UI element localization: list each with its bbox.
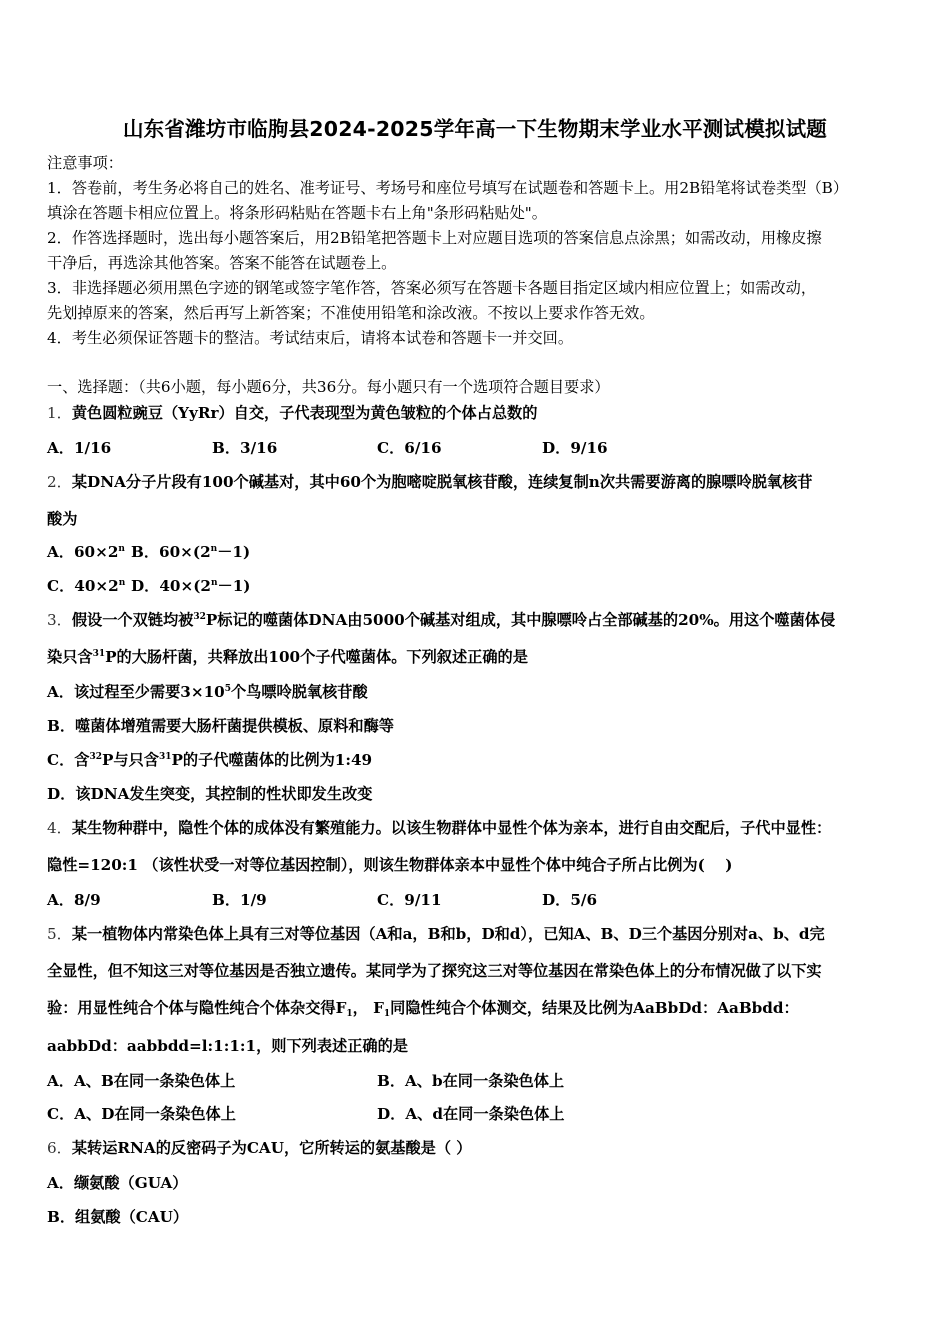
question-3: 3．假设一个双链均被$^{32}$P标记的噬菌体DNA由5000个碱基对组成，其中腺嘌呤占全部碱基的20%。用这个噬菌体侵: [47, 611, 836, 629]
question-text: 某转运RNA的反密码子为CAU，它所转运的氨基酸是（ ）: [71, 1139, 472, 1157]
question-number: 3．: [47, 611, 72, 629]
notice-line: 2．作答选择题时，选出每小题答案后，用2B铅笔把答题卡上对应题目选项的答案信息点涂黑；如需改动，用橡皮擦: [47, 229, 822, 247]
notice-line: 填涂在答题卡相应位置上。将条形码粘贴在答题卡右上角"条形码粘贴处"。: [47, 204, 547, 222]
option-c: C．A、D在同一条染色体上: [47, 1105, 236, 1123]
notice-heading: 注意事项：: [47, 154, 123, 172]
option-c: C．含$^{32}$P与只含$^{31}$P的子代噬菌体的比例为1:49: [47, 751, 373, 769]
question-number: 2．: [47, 473, 72, 491]
question-4-cont: 隐性=120:1 （该性状受一对等位基因控制），则该生物群体亲本中显性个体中纯合子所占比例为( ): [47, 856, 733, 874]
option-b: B．噬菌体增殖需要大肠杆菌提供模板、原料和酶等: [47, 717, 394, 735]
question-text: 某一植物体内常染色体上具有三对等位基因（A和a，B和b，D和d），已知A、B、D三个基因分别对a、b、d完: [71, 925, 825, 943]
question-5-cont: aabbDd：aabbdd=l:1:1:1，则下列表述正确的是: [47, 1037, 408, 1055]
option-a: A．该过程至少需要$3\times 10^5$个鸟嘌呤脱氧核苷酸: [47, 683, 368, 701]
option-a: A．8/9: [47, 891, 101, 909]
section-heading: 一、选择题：（共6小题，每小题6分，共36分。每小题只有一个选项符合题目要求）: [47, 378, 610, 396]
question-text: 某DNA分子片段有100个碱基对，其中60个为胞嘧啶脱氧核苷酸，连续复制n次共需要游离的腺嘌呤脱氧核苷: [71, 473, 813, 491]
option-b: B．组氨酸（CAU）: [47, 1208, 189, 1226]
page-title: 山东省潍坊市临朐县2024-2025学年高一下生物期末学业水平测试模拟试题: [122, 117, 828, 141]
notice-line: 3．非选择题必须用黑色字迹的钢笔或签字笔作答，答案必须写在答题卡各题目指定区域内相应位置上；如需改动，: [47, 279, 817, 297]
question-5: [47, 923, 825, 944]
question-3-cont: 染只含$^{31}$P的大肠杆菌，共释放出100个子代噬菌体。下列叙述正确的是: [47, 648, 528, 666]
option-b: B．$60\times(2^n-1)$: [131, 543, 251, 561]
option-a: A．$60\times 2^n$: [47, 543, 125, 561]
question-1: [47, 402, 537, 423]
question-text: 黄色圆粒豌豆（YyRr）自交，子代表现型为黄色皱粒的个体占总数的: [71, 404, 538, 422]
option-d: D．5/6: [542, 891, 598, 909]
option-c: C．9/11: [377, 891, 442, 909]
option-d: D．A、d在同一条染色体上: [377, 1105, 565, 1123]
notice-line: 干净后，再选涂其他答案。答案不能答在试题卷上。: [47, 254, 397, 272]
question-number: 1．: [47, 404, 72, 422]
question-5-cont: 全显性，但不知这三对等位基因是否独立遗传。某同学为了探究这三对等位基因在常染色体上的分布情况做了以下实: [47, 962, 822, 980]
notice-line: 1．答卷前，考生务必将自己的姓名、准考证号、考场号和座位号填写在试题卷和答题卡上。用2B铅笔将试卷类型（B）: [47, 179, 849, 197]
option-a: A．1/16: [47, 439, 112, 457]
notice-line: 先划掉原来的答案，然后再写上新答案；不准使用铅笔和涂改液。不按以上要求作答无效。: [47, 304, 655, 322]
question-number: 6．: [47, 1139, 72, 1157]
question-number: 5．: [47, 925, 72, 943]
option-a: A．A、B在同一条染色体上: [47, 1072, 236, 1090]
question-4: [47, 817, 831, 838]
question-text: 某生物种群中，隐性个体的成体没有繁殖能力。以该生物群体中显性个体为亲本，进行自由交配后，子代中显性：: [71, 819, 832, 837]
option-d: D．该DNA发生突变，其控制的性状即发生改变: [47, 785, 373, 803]
question-number: 4．: [47, 819, 72, 837]
question-2: [47, 471, 812, 492]
option-a: A．缬氨酸（GUA）: [47, 1174, 188, 1192]
option-c: C．6/16: [377, 439, 442, 457]
option-b: B．1/9: [212, 891, 267, 909]
option-d: D．9/16: [542, 439, 608, 457]
question-2-cont: 酸为: [47, 510, 78, 528]
question-5-cont: 验：用显性纯合个体与隐性纯合个体杂交得$F_1$， $F_1$同隐性纯合个体测交，结果及比例为AaBbDd：AaBbdd：: [47, 999, 799, 1019]
question-6: [47, 1137, 472, 1158]
notice-line: 4．考生必须保证答题卡的整洁。考试结束后，请将本试卷和答题卡一并交回。: [47, 329, 574, 347]
option-c: C．$40\times 2^n$: [47, 577, 126, 595]
option-b: B．3/16: [212, 439, 278, 457]
option-d: D．$40\times(2^n-1)$: [131, 577, 251, 595]
option-b: B．A、b在同一条染色体上: [377, 1072, 565, 1090]
